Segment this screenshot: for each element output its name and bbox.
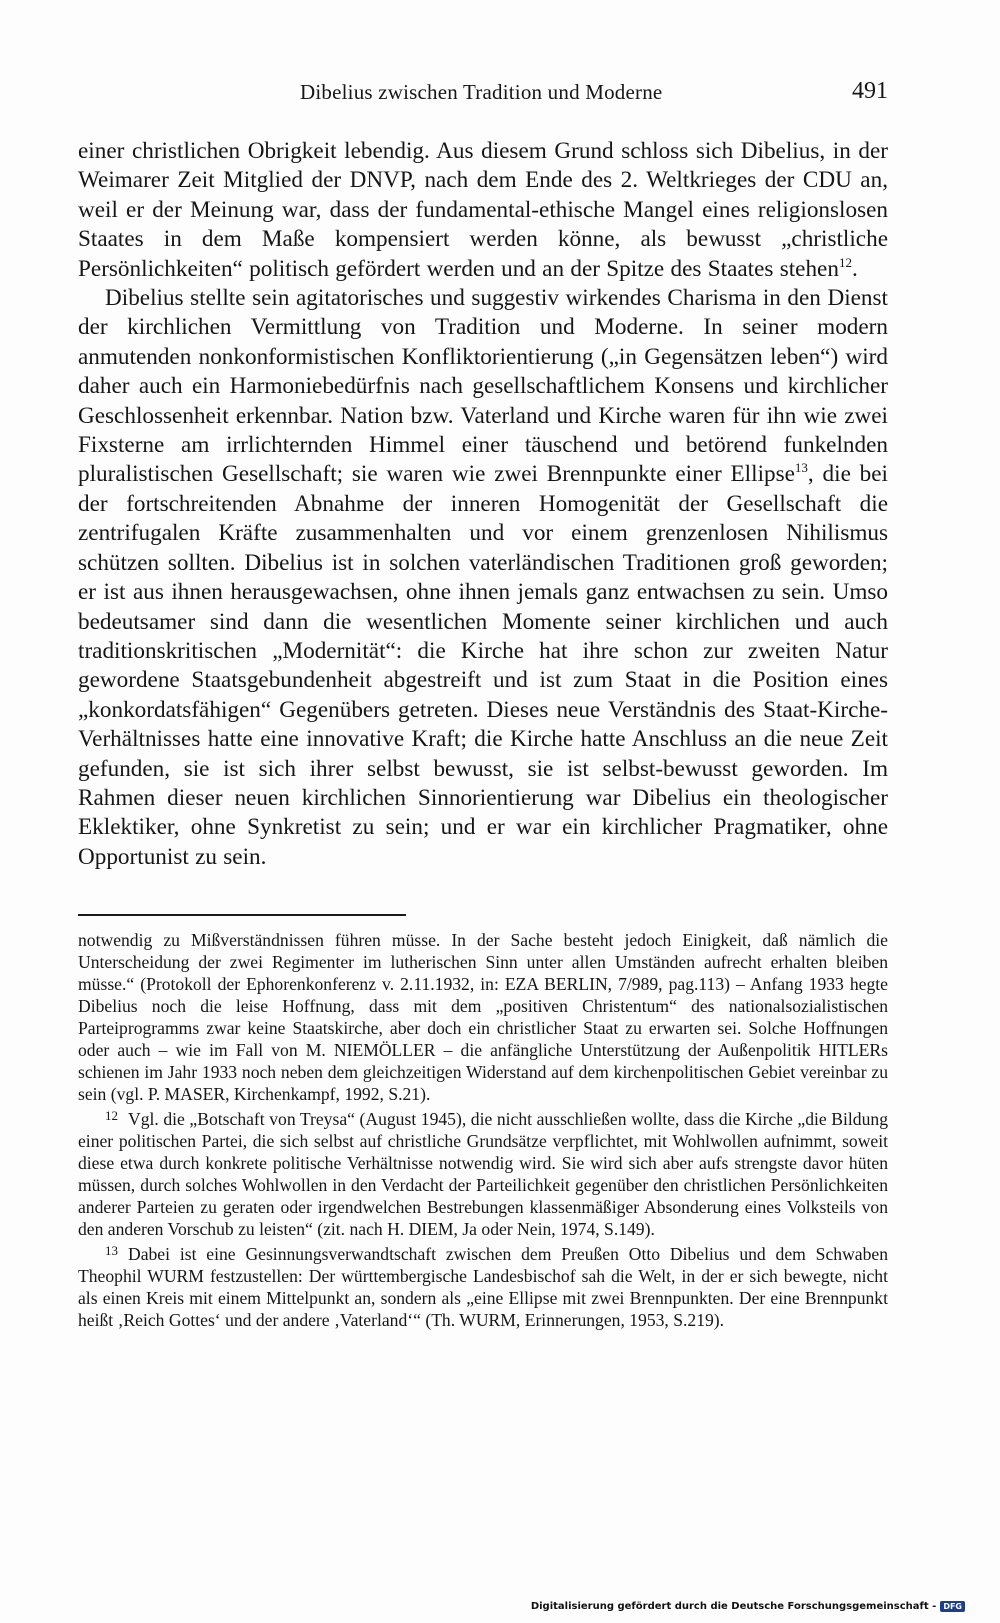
footnote-13 bbox=[78, 1243, 888, 1331]
footnotes bbox=[78, 929, 888, 1331]
main-text bbox=[78, 137, 888, 872]
paragraph-text: , die bei der fortschreitenden Abnahme der inneren Homogenität der Gesellschaft die zentrifugalen Kräfte zusammenhalten und vor einem grenzenlosen Nihilismus schützen sollten. Dibelius ist in solchen vaterländischen Traditionen groß geworden; er ist aus ihnen herausgewachsen, ohne ihnen jemals ganz entwachsen zu sein. Umso bedeutsamer sind dann die wesentlichen Momente seiner kirchlichen und auch traditionskritischen „Modernität“: die Kirche hat ihre schon zur zweiten Natur gewordene Staatsgebundenheit abgestreift und ist zum Staat in die Position eines „konkordatsfähigen“ Gegenübers getreten. Dieses neue Verständnis des Staat-Kirche-Verhältnisses hatte eine innovative Kraft; die Kirche hatte Anschluss an die neue Zeit gefunden, sie ist sich ihrer selbst bewusst, sie ist selbst-bewusst geworden. Im Rahmen dieser neuen kirchlichen Sinnorientierung war Dibelius ein theologischer Eklektiker, ohne Synkretist zu sein; und er war ein kirchlicher Pragmatiker, ohne Opportunist zu sein. bbox=[78, 461, 888, 870]
paragraph bbox=[78, 284, 888, 872]
footnote-continued: notwendig zu Mißverständnissen führen müsse. In der Sache besteht jedoch Einigkeit, daß nämlich die Unterscheidung der zwei Regimenter im lutherischen Sinn unter allen Umständen aufrecht erhalten bleiben müsse.“ (Protokoll der Ephorenkonferenz v. 2.11.1932, in: EZA BERLIN, 7/989, pag.113) – Anfang 1933 hegte Dibelius noch die leise Hoffnung, dass mit dem „positiven Christentum“ des nationalsozialistischen Parteiprogramms zwar keine Staatskirche, aber doch ein christlicher Staat zu erwarten sei. Solche Hoffnungen oder auch – wie im Fall von M. NIEMÖLLER – die anfängliche Unterstützung der Außenpolitik HITLERs schienen im Jahr 1933 noch neben dem gleichzeitigen Widerstand auf dem kirchenpolitischen Gebiet vereinbar zu sein (vgl. P. MASER, Kirchenkampf, 1992, S.21). bbox=[78, 930, 888, 1104]
credit-text: Digitalisierung gefördert durch die Deutsche Forschungsgemeinschaft - bbox=[530, 1601, 937, 1612]
footnote-separator bbox=[78, 914, 406, 916]
running-title: Dibelius zwischen Tradition und Moderne bbox=[300, 80, 663, 104]
footnote-text: Vgl. die „Botschaft von Treysa“ (August 1945), die nicht ausschließen wollte, dass die Kirche „die Bildung einer politischen Partei, die sich selbst auf christliche Grundsätze verpflichtet, mit Wohlwollen aufnimmt, soweit diese etwa durch konkrete politische Verhältnisse notwendig wird. Sie wird sich aber aufs strengste davor hüten müssen, durch solches Wohlwollen in den Verdacht der Parteilichkeit gegenüber den christlichen Persönlichkeiten anderer Parteien zu geraten oder irgendwelchen Bestrebungen klassenmäßiger Absonderung eines Volksteils von den anderen Vorschub zu leisten“ (zit. nach H. DIEM, Ja oder Nein, 1974, S.149). bbox=[78, 1109, 888, 1239]
paragraph-text: Dibelius stellte sein agitatorisches und suggestiv wirkendes Charisma in den Dienst der kirchlichen Vermittlung von Tradition und Moderne. In seiner modern anmutenden nonkonformistischen Konfliktorientierung („in Gegensätzen leben“) wird daher auch ein Harmoniebedürfnis nach gesellschaftlichem Konsens und kirchlicher Geschlossenheit erkennbar. Nation bzw. Vaterland und Kirche waren für ihn wie zwei Fixsterne am irrlichternden Himmel einer täuschend und betörend funkelnden pluralistischen Gesellschaft; sie waren wie zwei Brennpunkte einer Ellipse bbox=[78, 285, 888, 488]
footnote-ref: 13 bbox=[794, 460, 808, 476]
footnote-12 bbox=[78, 1108, 888, 1240]
digitization-credit bbox=[531, 1601, 965, 1612]
footnote-text: Dabei ist eine Gesinnungsverwandtschaft zwischen dem Preußen Otto Dibelius und dem Schwaben Theophil WURM festzustellen: Der württembergische Landesbischof sah die Welt, in der er sich bewegte, nicht als einen Kreis mit einem Mittelpunkt an, sondern als „eine Ellipse mit zwei Brennpunkten. Der eine Brennpunkt heißt ‚Reich Gottes‘ und der andere ‚Vaterland‘“ (Th. WURM, Erinnerungen, 1953, S.219). bbox=[78, 1244, 888, 1330]
footnote-number: 12 bbox=[105, 1108, 118, 1123]
footnote-number: 13 bbox=[105, 1243, 118, 1258]
dfg-logo: DFG bbox=[940, 1601, 965, 1612]
paragraph-text: einer christlichen Obrigkeit lebendig. Aus diesem Grund schloss sich Dibelius, in der Weimarer Zeit Mitglied der DNVP, nach dem Ende des 2. Weltkrieges der CDU an, weil er der Meinung war, dass der fundamental-ethische Mangel eines religionslosen Staates in dem Maße kompensiert werden könne, als bewusst „christliche Persönlichkeiten“ politisch gefördert werden und an der Spitze des Staates stehen bbox=[78, 138, 888, 282]
paragraph-text: . bbox=[851, 255, 858, 282]
paragraph bbox=[78, 137, 888, 284]
page-number: 491 bbox=[852, 78, 888, 104]
footnote-ref: 12 bbox=[838, 254, 852, 270]
